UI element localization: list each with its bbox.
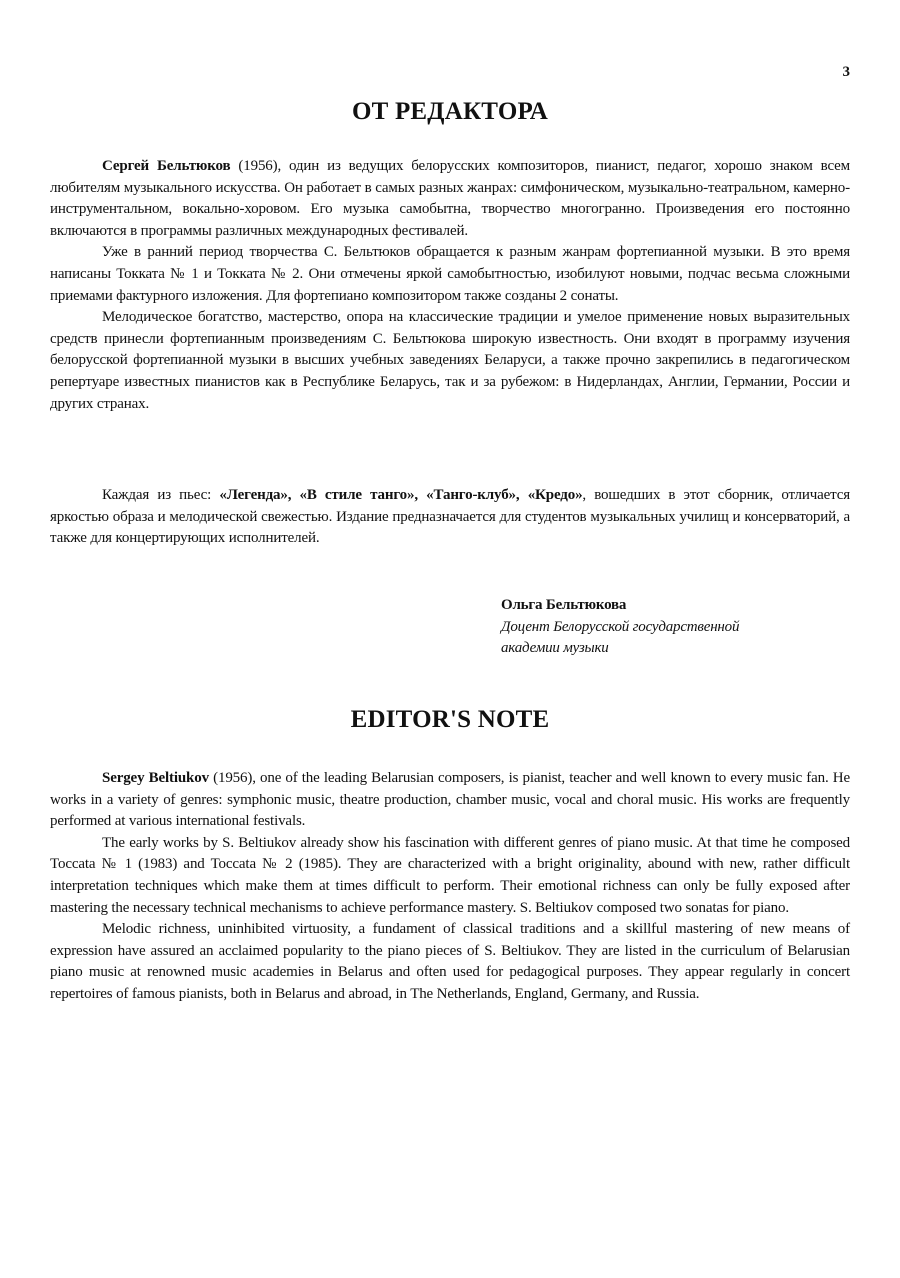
ru-paragraph-4-lead: Каждая из пьес: [102, 487, 220, 503]
ru-paragraph-4-text: , вошедших в этот сборник, отличается яркостью образа и мелодической свежестью. Издание предназначается для студентов музыкальных училищ и консерваторий, а также для концертирующих исполнителей. [50, 487, 850, 547]
en-paragraph-1 [50, 768, 850, 833]
ru-paragraph-2: Уже в ранний период творчества С. Бельтюков обращается к разным жанрам фортепианной музыки. В это время написаны Токката № 1 и Токката № 2. Они отмечены яркой самобытностью, изобилуют новыми, подчас весьма сложными приемами фактурного изложения. Для фортепиано композитором также созданы 2 сонаты. [50, 244, 850, 304]
ru-body-main [50, 156, 850, 415]
ru-paragraph-1 [50, 156, 850, 242]
page-title-ru: ОТ РЕДАКТОРА [351, 98, 549, 125]
signature-block [501, 595, 739, 660]
signature-role-line-2: академии музыки [501, 640, 609, 657]
ru-piece-titles: «Легенда», «В стиле танго», «Танго-клуб», «Кредо» [219, 487, 583, 503]
ru-body-pieces [50, 485, 850, 550]
signature-role-line-1: Доцент Белорусской государственной [501, 618, 740, 635]
en-composer-name: Sergey Beltiukov [102, 770, 209, 786]
en-body [50, 768, 850, 1006]
en-paragraph-2: The early works by S. Beltiukov already show his fascination with different genres of piano music. At that time he composed Toccata № 1 (1983) and Toccata № 2 (1985). They are characterized with a bright originality, abound with new, rather difficult interpretation techniques which make them at times difficult to perform. Their emotional richness can only be fully exposed after mastering the necessary technical mechanisms to achieve performance mastery. S. Beltiukov composed two sonatas for piano. [50, 834, 850, 916]
en-paragraph-1-text: (1956), one of the leading Belarusian composers, is pianist, teacher and well known to every music fan. He works in a variety of genres: symphonic music, theatre production, chamber music, vocal and choral music. His works are frequently performed at various international festivals. [50, 770, 850, 830]
en-paragraph-3: Melodic richness, uninhibited virtuosity, a fundament of classical traditions and a skillful mastering of new means of expression have assured an acclaimed popularity to the piano pieces of S. Beltiukov. They are listed in the curriculum of Belarusian piano music at renowned music academies in Belarus and often used for pedagogical purposes. They appear regularly in concert repertoires of famous pianists, both in Belarus and abroad, in The Netherlands, England, Germany, and Russia. [50, 921, 850, 1002]
signature-name: Ольга Бельтюкова [501, 597, 627, 613]
ru-composer-name: Сергей Бельтюков [102, 158, 231, 174]
ru-paragraph-4 [50, 485, 850, 550]
ru-paragraph-1-text: (1956), один из ведущих белорусских композиторов, пианист, педагог, хорошо знаком всем любителям музыкального искусства. Он работает в самых разных жанрах: симфоническом, музыкально-театральном, камерно-инструментальном, вокально-хоровом. Его музыка самобытна, творчество многогранно. Произведения его постоянно включаются в программы различных международных фестивалей. [50, 158, 850, 239]
page-number: 3 [842, 64, 850, 80]
page-title-en: EDITOR'S NOTE [350, 706, 550, 733]
ru-paragraph-3: Мелодическое богатство, мастерство, опора на классические традиции и умелое применение новых выразительных средств принесли фортепианным произведениям С. Бельтюкова широкую известность. Они входят в программу изучения белорусской фортепианной музыки в высших учебных заведениях Беларуси, а также прочно закрепились в педагогическом репертуаре известных пианистов как в Республике Беларусь, так и за рубежом: в Нидерландах, Англии, Германии, России и других странах. [50, 309, 850, 412]
